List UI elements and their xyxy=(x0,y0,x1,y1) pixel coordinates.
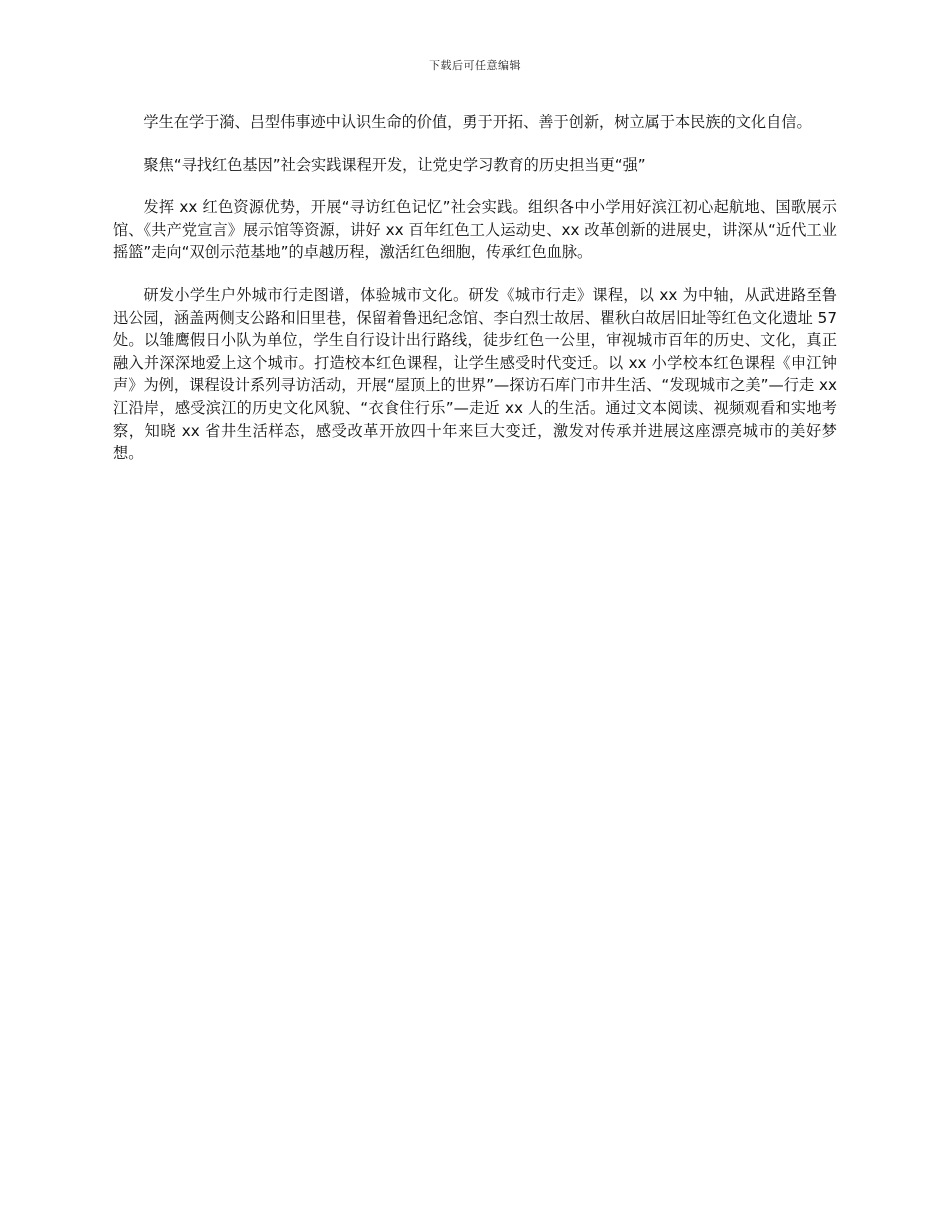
paragraph-3: 发挥 xx 红色资源优势，开展“寻访红色记忆”社会实践。组织各中小学用好滨江初心起航地、国歌展示馆、《共产党宣言》展示馆等资源，讲好 xx 百年红色工人运动史、xx 改革创新的进展史，讲深从“近代工业摇篮”走向“双创示范基地”的卓越历程，激活红色细胞，传承红色血脉。 xyxy=(113,198,837,262)
paragraph-4: 研发小学生户外城市行走图谱，体验城市文化。研发《城市行走》课程，以 xx 为中轴，从武进路至鲁迅公园，涵盖两侧支公路和旧里巷，保留着鲁迅纪念馆、李白烈士故居、瞿秋白故居旧址等红色文化遗址 57 处。以雏鹰假日小队为单位，学生自行设计出行路线，徒步红色一公里，审视城市百年的历史、文化，真正融入并深深地爱上这个城市。打造校本红色课程，让学生感受时代变迁。以 xx 小学校本红色课程《申江钟声》为例，课程设计系列寻访活动，开展“屋顶上的世界”—探访石库门市井生活、“发现城市之美”—行走 xx 江沿岸，感受滨江的历史文化风貌、“衣食住行乐”—走近 xx 人的生活。通过文本阅读、视频观看和实地考察，知晓 xx 省井生活样态，感受改革开放四十年来巨大变迁，激发对传承并进展这座漂亮城市的美好梦想。 xyxy=(113,285,837,463)
page-header-note: 下载后可任意编辑 xyxy=(429,59,521,72)
document-body xyxy=(113,111,837,485)
paragraph-2: 聚焦“寻找红色基因”社会实践课程开发，让党史学习教育的历史担当更“强” xyxy=(143,155,646,174)
paragraph-1: 学生在学于漪、吕型伟事迹中认识生命的价值，勇于开拓、善于创新，树立属于本民族的文化自信。 xyxy=(143,113,812,131)
